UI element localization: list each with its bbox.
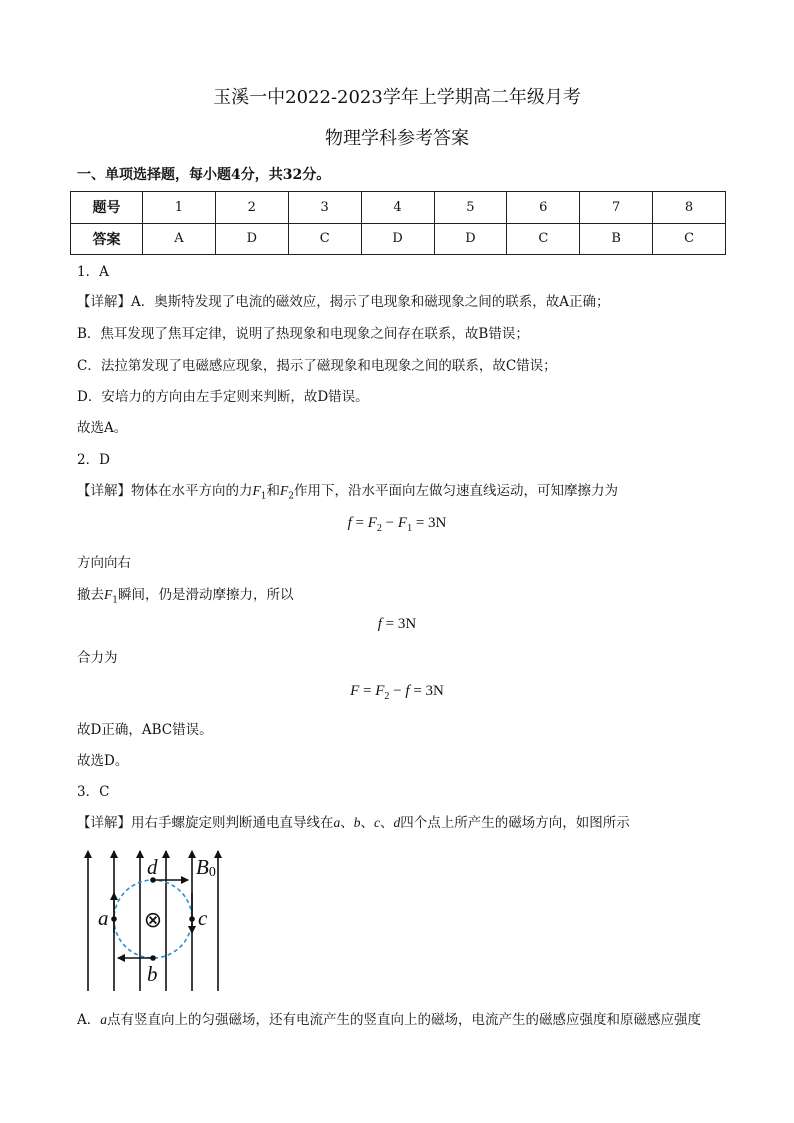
question-number: 1 — [143, 192, 216, 224]
var-F: F — [350, 683, 360, 699]
question-number: 8 — [653, 192, 726, 224]
answer-cell: C — [507, 223, 580, 255]
separator: 、 — [340, 815, 354, 831]
eq-value: 3N — [428, 515, 447, 531]
eq-value: 3N — [397, 616, 417, 632]
var-f: f — [405, 683, 410, 699]
text-run: 四个点上所产生的磁场方向，如图所示 — [400, 815, 630, 831]
label-B: B — [196, 855, 209, 879]
text-run: 【详解】物体在水平方向的力 — [77, 483, 253, 499]
text-run: 和 — [266, 483, 280, 499]
label-c: c — [198, 906, 208, 930]
section-heading: 一、单项选择题，每小题4分，共32分。 — [77, 167, 331, 183]
q1-explanation-b: B．焦耳发现了焦耳定律，说明了热现象和电现象之间存在联系，故B错误； — [77, 326, 529, 342]
answer-cell: D — [361, 223, 434, 255]
question-number: 2 — [215, 192, 288, 224]
subscript: 1 — [407, 523, 413, 534]
wire-into-page-symbol: ⊗ — [143, 908, 163, 933]
point-b: b — [353, 815, 361, 830]
subscript: 2 — [288, 491, 294, 502]
equation-friction-2 — [0, 614, 794, 634]
q1-conclusion: 故选A。 — [77, 420, 128, 436]
var-F: F — [367, 515, 377, 531]
var-F1: F — [252, 483, 261, 498]
label-B0 — [196, 855, 216, 880]
magnetic-field-figure — [76, 843, 246, 993]
text-run: A． — [77, 1012, 101, 1028]
q2-heading: 2．D — [77, 452, 110, 468]
text-run: 点有竖直向上的匀强磁场，还有电流产生的竖直向上的磁场，电流产生的磁感应强度和原磁感应强度 — [107, 1012, 701, 1028]
answer-cell: C — [653, 223, 726, 255]
label-a: a — [98, 906, 109, 930]
label-d: d — [147, 855, 158, 879]
eq-sign: = — [359, 683, 376, 699]
separator: 、 — [360, 815, 374, 831]
text-run: 撤去 — [77, 587, 104, 603]
question-number: 7 — [580, 192, 653, 224]
question-number: 3 — [288, 192, 361, 224]
eq-value: 3N — [425, 683, 444, 699]
table-row-header: 答案 — [71, 223, 143, 255]
text-run: 【详解】用右手螺旋定则判断通电直导线在 — [77, 815, 334, 831]
dot-b — [150, 955, 156, 961]
q2-explanation-2: 方向向右 — [77, 555, 131, 571]
minus-sign: − — [389, 683, 406, 699]
question-number: 6 — [507, 192, 580, 224]
var-F2: F — [279, 483, 289, 498]
equation-net-force — [0, 681, 794, 707]
var-F2: F — [375, 683, 385, 699]
q1-explanation-d: D．安培力的方向由左手定则来判断，故D错误。 — [77, 389, 369, 405]
table-row-header: 题号 — [71, 192, 143, 224]
separator: 、 — [380, 815, 394, 831]
point-a: a — [333, 815, 341, 830]
q3-heading: 3．C — [77, 784, 110, 800]
equation-friction — [0, 513, 794, 539]
point-d: d — [393, 815, 401, 830]
label-b: b — [147, 962, 158, 986]
answer-cell: C — [288, 223, 361, 255]
table-row — [71, 192, 726, 224]
page-subtitle: 物理学科参考答案 — [325, 128, 469, 149]
subscript: 1 — [260, 491, 267, 502]
question-number: 5 — [434, 192, 507, 224]
q1-explanation-c: C．法拉第发现了电磁感应现象，揭示了磁现象和电现象之间的联系，故C错误； — [77, 358, 557, 374]
answer-cell: D — [215, 223, 288, 255]
minus-sign: − — [381, 515, 398, 531]
q2-explanation-4: 合力为 — [77, 650, 118, 666]
text-run: 作用下，沿水平面向左做匀速直线运动，可知摩擦力为 — [293, 483, 618, 499]
var-F1: F — [104, 587, 113, 602]
q3-explanation-2 — [77, 1010, 701, 1030]
eq-sign: = — [351, 515, 368, 531]
answer-cell: A — [143, 223, 216, 255]
q2-explanation-5: 故D正确，ABC错误。 — [77, 722, 213, 738]
subscript: 2 — [384, 691, 390, 702]
text-run: 瞬间，仍是滑动摩擦力，所以 — [117, 587, 294, 603]
question-number: 4 — [361, 192, 434, 224]
dot-a — [111, 916, 117, 922]
point-c: c — [374, 815, 380, 830]
q1-explanation-a: 【详解】A．奥斯特发现了电流的磁效应，揭示了电现象和磁现象之间的联系，故A正确； — [77, 294, 610, 310]
subscript: 2 — [376, 523, 382, 534]
page-title: 玉溪一中2022-2023学年上学期高二年级月考 — [213, 87, 581, 108]
answer-table — [70, 191, 726, 255]
answer-cell: B — [580, 223, 653, 255]
var-f: f — [347, 515, 352, 531]
table-row — [71, 223, 726, 255]
q2-conclusion: 故选D。 — [77, 753, 129, 769]
label-B-sub: 0 — [208, 865, 216, 880]
subscript: 1 — [112, 595, 118, 606]
eq-sign: = — [381, 616, 398, 632]
q1-heading: 1．A — [77, 264, 109, 280]
var-F: F — [397, 515, 408, 531]
eq-sign: = — [412, 515, 429, 531]
dot-c — [189, 916, 195, 922]
q2-explanation-1 — [77, 481, 618, 507]
var-f: f — [377, 616, 382, 632]
eq-sign: = — [409, 683, 426, 699]
point-a: a — [100, 1012, 107, 1027]
q3-explanation-1 — [77, 813, 630, 833]
q2-explanation-3 — [77, 585, 293, 611]
answer-cell: D — [434, 223, 507, 255]
